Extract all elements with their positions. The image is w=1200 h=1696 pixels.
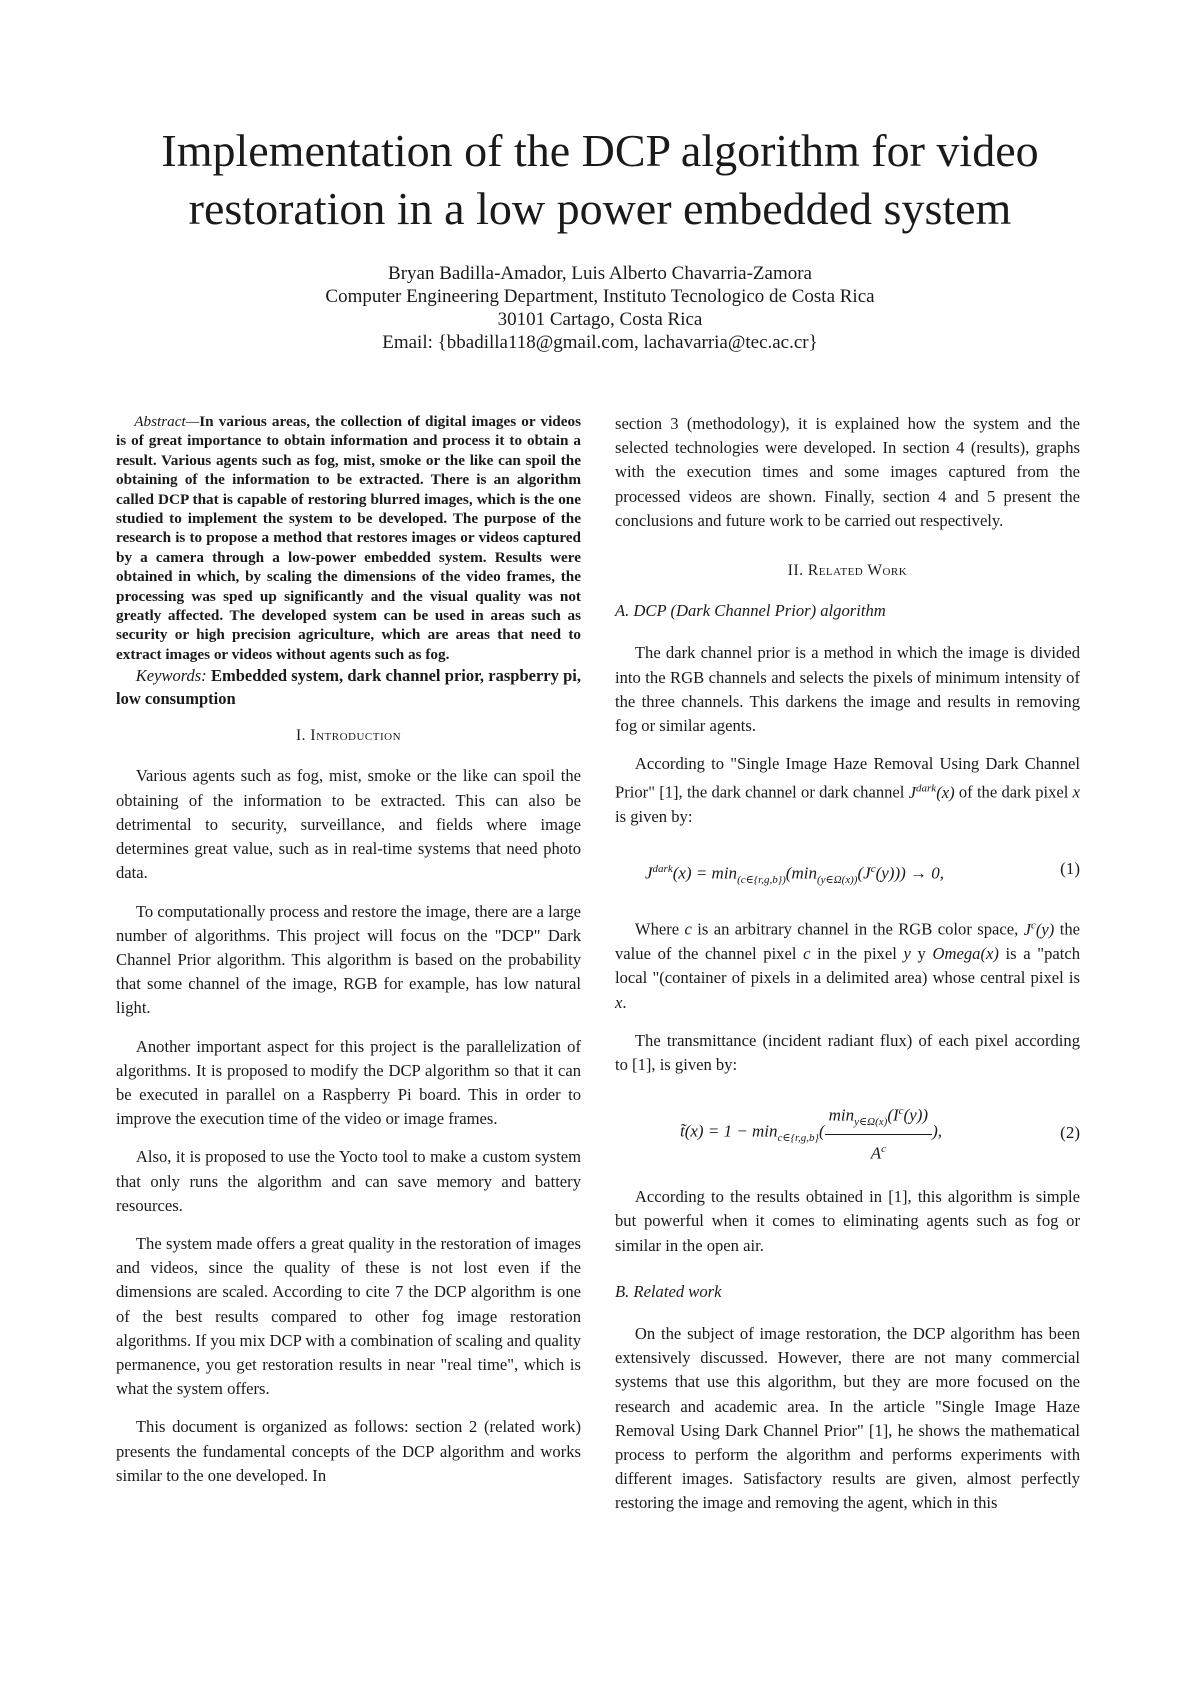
author-block [60,262,1140,354]
left-column [116,412,581,1502]
intro-paragraph: To computationally process and restore the image, there are a large number of algorithms. This project will focus on the "DCP" Dark Channel Prior algorithm. This algorithm is based on the probability that some channel of the image, RGB for example, has low natural light. [116,901,581,1018]
paper-title: Implementation of the DCP algorithm for video restoration in a low power embedded system [161,125,1039,234]
author-email: Email: {bbadilla118@gmail.com, lachavarria@tec.ac.cr} [382,332,818,353]
subsection-heading-related-work: B. Related work [615,1281,722,1301]
related-work-paragraph: On the subject of image restoration, the DCP algorithm has been extensively discussed. However, there are not many commercial systems that use this algorithm, but they are more focused on the research and academic area. In the article "Single Image Haze Removal Using Dark Channel Prior" [1], he shows the mathematical process to perform the algorithm and performs experiments with different images. Satisfactory results are given, almost perfectly restoring the image and removing the agent, which in this [615,1323,1080,1513]
results-paragraph: According to the results obtained in [1], this algorithm is simple but powerful when it comes to eliminating agents such as fog or similar in the open air. [615,1187,1080,1255]
equation-2: t̃(x) = $1 - \min_{c\in\{r,g,b\}}$( $\frac{\min_{y\in\Omega(x)}(I^c(y))}{A^c}$ ), (2) [615,1091,1080,1169]
author-address: 30101 Cartago, Costa Rica [497,309,703,330]
fraction: $\frac{\min_{y\in\Omega(x)}(I^c(y))}{A^c}$ [825,1099,932,1166]
section-heading-introduction: I. Introduction [295,727,402,745]
dcp-definition-paragraph: According to "Single Image Haze Removal Using Dark Channel Prior" [1], the dark channel or dark channel $J^{dark}(x)$ of the dark pixel x is given by: [615,754,1080,827]
intro-paragraph: The system made offers a great quality in the restoration of images and videos, since the quality of these is not lost even if the dimensions are scaled. According to cite 7 the DCP algorithm is one of the best results compared to other fog image restoration algorithms. If you mix DCP with a combination of scaling and quality permanence, you get restoration results in near "real time", which is what the system offers. [116,1233,581,1399]
intro-paragraph: Also, it is proposed to use the Yocto tool to make a custom system that only runs the algorithm and can save memory and battery resources. [116,1147,581,1215]
intro-paragraph: Another important aspect for this project is the parallelization of algorithms. It is proposed to modify the DCP algorithm so that it can be executed in parallel on a Raspberry Pi board. This in order to improve the execution time of the video or image frames. [116,1036,581,1129]
equation-number: (1) [1060,859,1080,879]
author-names: Bryan Badilla-Amador, Luis Alberto Chavarria-Zamora [388,263,812,284]
abstract-lead: Abstract— [134,413,200,430]
abstract [116,412,581,664]
keywords [116,664,581,710]
subsection-heading-dcp: A. DCP (Dark Channel Prior) algorithm [615,601,886,621]
keywords-text: Embedded system, dark channel prior, raspberry pi, low consumption [116,666,581,709]
dcp-paragraph: The dark channel prior is a method in which the image is divided into the RGB channels and selects the pixels of minimum intensity of the three channels. This darkens the image and results in removing fog or similar agents. [615,643,1080,736]
right-column [615,412,1080,1530]
equation-number: (2) [1060,1123,1080,1143]
keywords-lead: Keywords: [135,666,207,686]
equation-1: $J^{dark}(x) = \min_{(c\in\{r,g,b\})}(\min_{(y\in\Omega(x))}(J^c(y))) \to 0$, (1) [645,859,1080,887]
intro-paragraph: Various agents such as fog, mist, smoke or the like can spoil the obtaining of the information to be extracted. This can also be detrimental to security, surveillance, and fields where image determines great value, such as in real-time systems that need photo data. [116,766,581,883]
section-heading-related-work: II. Related Work [787,562,908,580]
intro-paragraph: This document is organized as follows: section 2 (related work) presents the fundamental concepts of the DCP algorithm and works similar to the one developed. In [116,1417,581,1485]
abstract-text: In various areas, the collection of digital images or videos is of great importance to obtain information and process it to obtain a result. Various agents such as fog, mist, smoke or the like can spoil the obtaining of the information to be extracted. There is an algorithm called DCP that is capable of restoring blurred images, which is the one studied to implement the system to be developed. The purpose of the research is to propose a method that restores images or videos captured by a camera through a low-power embedded system. Results were obtained in which, by scaling the dimensions of the video frames, the processing was sped up significantly and the visual quality was not greatly affected. The developed system can be used in areas such as security or high precision agriculture, which are areas that need to extract images or videos without agents such as fog. [116,413,581,663]
transmittance-paragraph: The transmittance (incident radiant flux) of each pixel according to [1], is given by: [615,1030,1080,1074]
author-affiliation: Computer Engineering Department, Instituto Tecnologico de Costa Rica [325,286,875,307]
variable-definition-paragraph: Where c is an arbitrary channel in the RGB color space, $J^c(y)$ the value of the channel pixel c in the pixel y y Omega(x) is a "patch local "(container of pixels in a delimited area) whose central pixel is x. [615,919,1080,1012]
intro-paragraph-continued: section 3 (methodology), it is explained how the system and the selected technologies were developed. In section 4 (results), graphs with the execution times and some images captured from the processed videos are shown. Finally, section 4 and 5 present the conclusions and future work to be carried out respectively. [615,414,1080,530]
